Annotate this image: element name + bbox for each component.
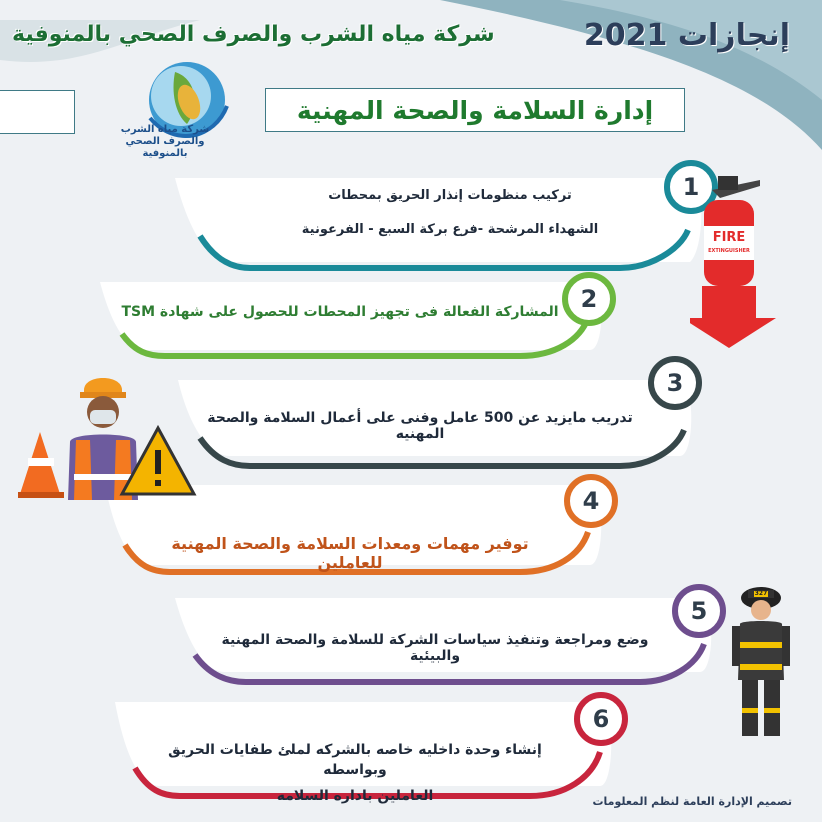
firefighter-icon	[728, 580, 794, 740]
item-1-line1: تركيب منظومات إنذار الحريق بمحطات	[328, 188, 572, 203]
item-6-line1: إنشاء وحدة داخليه خاصه بالشركه لملئ طفايات الحريق وبواسطه	[168, 742, 542, 778]
item-number-4: 4	[564, 474, 618, 528]
item-1-line2: الشهداء المرشحة -فرع بركة السبع - الفرعونية	[301, 222, 599, 237]
fire-extinguisher-icon	[690, 170, 780, 350]
company-name: شركة مياه الشرب والصرف الصحي بالمنوفية	[12, 22, 495, 47]
item-4-text: توفير مهمات ومعدات السلامة والصحة المهنية للعاملين	[171, 534, 529, 572]
item-6-text	[140, 740, 570, 806]
logo-caption: شركة مياه الشرب والصرف الصحي بالمنوفية	[120, 124, 210, 159]
item-number-3: 3	[648, 356, 702, 410]
fire-label: FIRE	[712, 230, 746, 245]
safety-worker-icon	[10, 362, 200, 502]
item-5-text: وضع ومراجعة وتنفيذ سياسات الشركة للسلامة والصحة المهنية والبيئية	[221, 632, 649, 664]
item-3-text: تدريب مايزيد عن 500 عامل وفنى على أعمال السلامة والصحة المهنيه	[207, 410, 633, 442]
item-number-2: 2	[562, 272, 616, 326]
item-number-5: 5	[672, 584, 726, 638]
footer-credit: تصميم الإدارة العامة لنظم المعلومات	[592, 795, 792, 808]
item-6-line2: العاملين باداره السلامه	[276, 788, 434, 804]
helmet-number: 327	[754, 590, 768, 597]
item-2-text: المشاركة الفعالة فى تجهيز المحطات للحصول على شهادة TSM	[121, 304, 559, 320]
item-number-6: 6	[574, 692, 628, 746]
item-1-text	[260, 186, 640, 240]
fire-sub-label: EXTINGUISHER	[708, 248, 750, 254]
page-title: إنجازات 2021	[583, 18, 790, 53]
department-title: إدارة السلامة والصحة المهنية	[265, 88, 685, 132]
item-number-1: 1	[664, 160, 718, 214]
